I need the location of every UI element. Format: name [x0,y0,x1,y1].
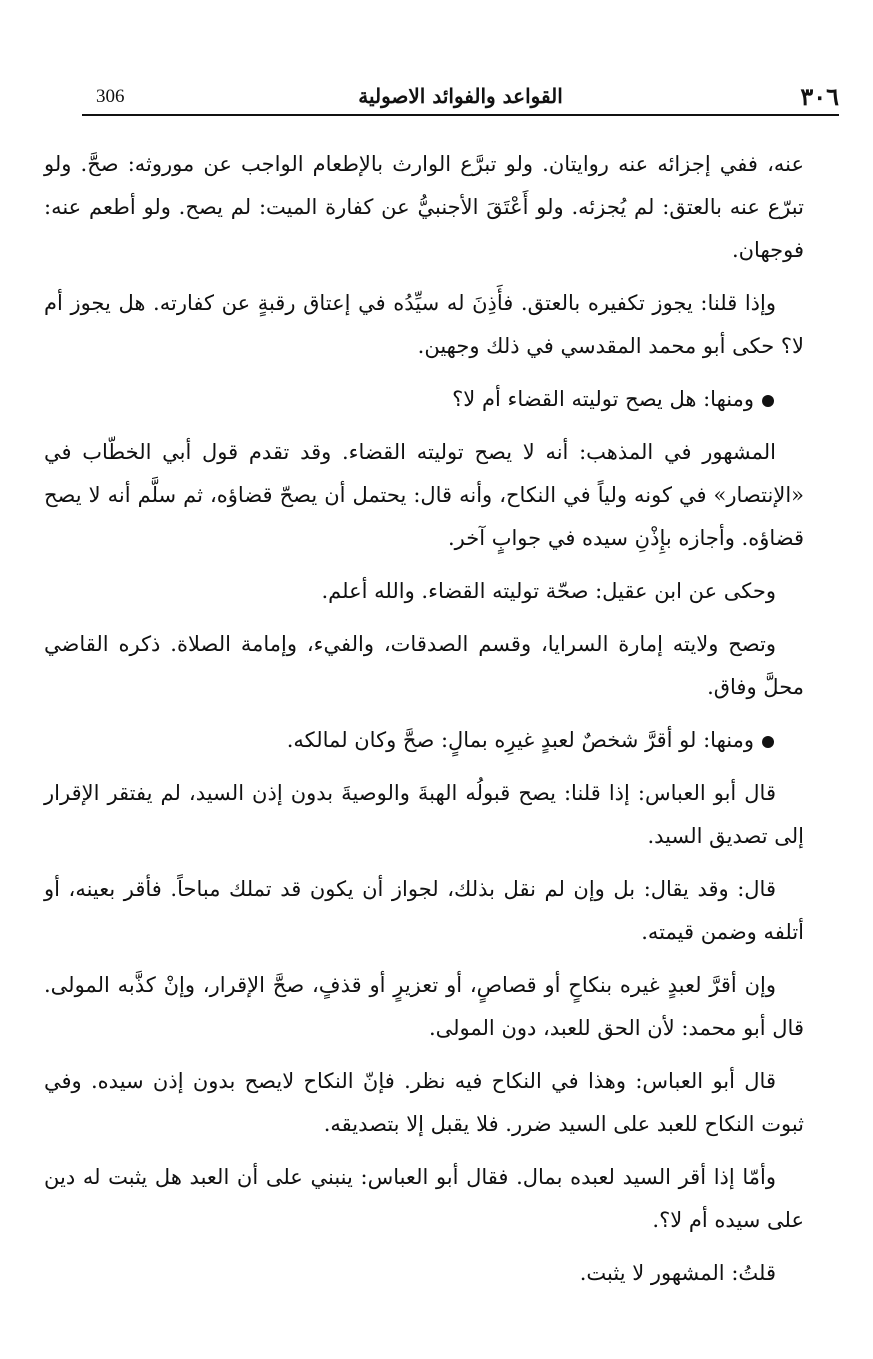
paragraph [44,1156,804,1242]
bullet-paragraph [44,719,804,762]
paragraph-text: وأمّا إذا أقر السيد لعبده بمال. فقال أبو العباس: ينبني على أن العبد هل يثبت له دين على سيده أم لا؟. [44,1165,804,1232]
page-body [44,143,804,1305]
paragraph [44,868,804,954]
paragraph-text: المشهور في المذهب: أنه لا يصح توليته القضاء. وقد تقدم قول أبي الخطّاب في «الإنتصار» في كونه ولياً في النكاح، وأنه قال: يحتمل أن يصحّ قضاؤه، ثم سلَّم أنه لا يصح قضاؤه. وأجازه بإِذْنِ سيده في جوابٍ آخر. [44,440,804,550]
paragraph-text: قال أبو العباس: إذا قلنا: يصح قبولُه الهبةَ والوصيةَ بدون إذن السيد، لم يفتقر الإقرار إلى تصديق السيد. [44,781,804,848]
paragraph-text: وإن أقرَّ لعبدٍ غيره بنكاحٍ أو قصاصٍ، أو تعزيرٍ أو قذفٍ، صحَّ الإقرار، وإنْ كذَّبه المولى. قال أبو محمد: لأن الحق للعبد، دون المولى. [44,973,804,1040]
bullet-icon [762,736,774,748]
paragraph-text: وتصح ولايته إمارة السرايا، وقسم الصدقات، والفيء، وإمامة الصلاة. ذكره القاضي محلَّ وفاق. [44,632,804,699]
bullet-icon [762,395,774,407]
paragraph-text: وإذا قلنا: يجوز تكفيره بالعتق. فأَذِنَ له سيِّدُه في إعتاق رقبةٍ عن كفارته. هل يجوز أم لا؟ حكى أبو محمد المقدسي في ذلك وجهين. [44,291,804,358]
arabic-page-number: ٣٠٦ [800,82,839,111]
paragraph-text: وحكى عن ابن عقيل: صحّة توليته القضاء. والله أعلم. [321,579,776,603]
bullet-paragraph [44,378,804,421]
paragraph-text: ومنها: هل يصح توليته القضاء أم لا؟ [452,387,754,411]
paragraph-text: ومنها: لو أقرَّ شخصٌ لعبدٍ غيرِه بمالٍ: صحَّ وكان لمالكه. [286,728,754,752]
paragraph [44,282,804,368]
paragraph-text: عنه، ففي إجزائه عنه روايتان. ولو تبرَّع الوارث بالإطعام الواجب عن موروثه: صحَّ. ولو تبرّع عنه بالعتق: لم يُجزئه. ولو أَعْتَقَ الأجنبيُّ عن كفارة الميت: لم يصح. ولو أطعم عنه: فوجهان. [44,152,804,262]
paragraph [44,623,804,709]
paragraph [44,964,804,1050]
paragraph [44,1060,804,1146]
paragraph [44,772,804,858]
paragraph-text: قلتُ: المشهور لا يثبت. [579,1261,776,1285]
paragraph [44,1252,804,1295]
paragraph [44,570,804,613]
paragraph [44,431,804,560]
running-header [82,80,839,116]
paragraph-text: قال: وقد يقال: بل وإن لم نقل بذلك، لجواز أن يكون قد تملك مباحاً. فأقر بعينه، أو أتلفه وضمن قيمته. [44,877,804,944]
book-title: القواعد والفوائد الاصولية [358,84,563,108]
latin-page-number: 306 [96,86,125,107]
paragraph [44,143,804,272]
paragraph-text: قال أبو العباس: وهذا في النكاح فيه نظر. فإنّ النكاح لايصح بدون إذن سيده. وفي ثبوت النكاح للعبد على السيد ضرر. فلا يقبل إلا بتصديقه. [44,1069,804,1136]
